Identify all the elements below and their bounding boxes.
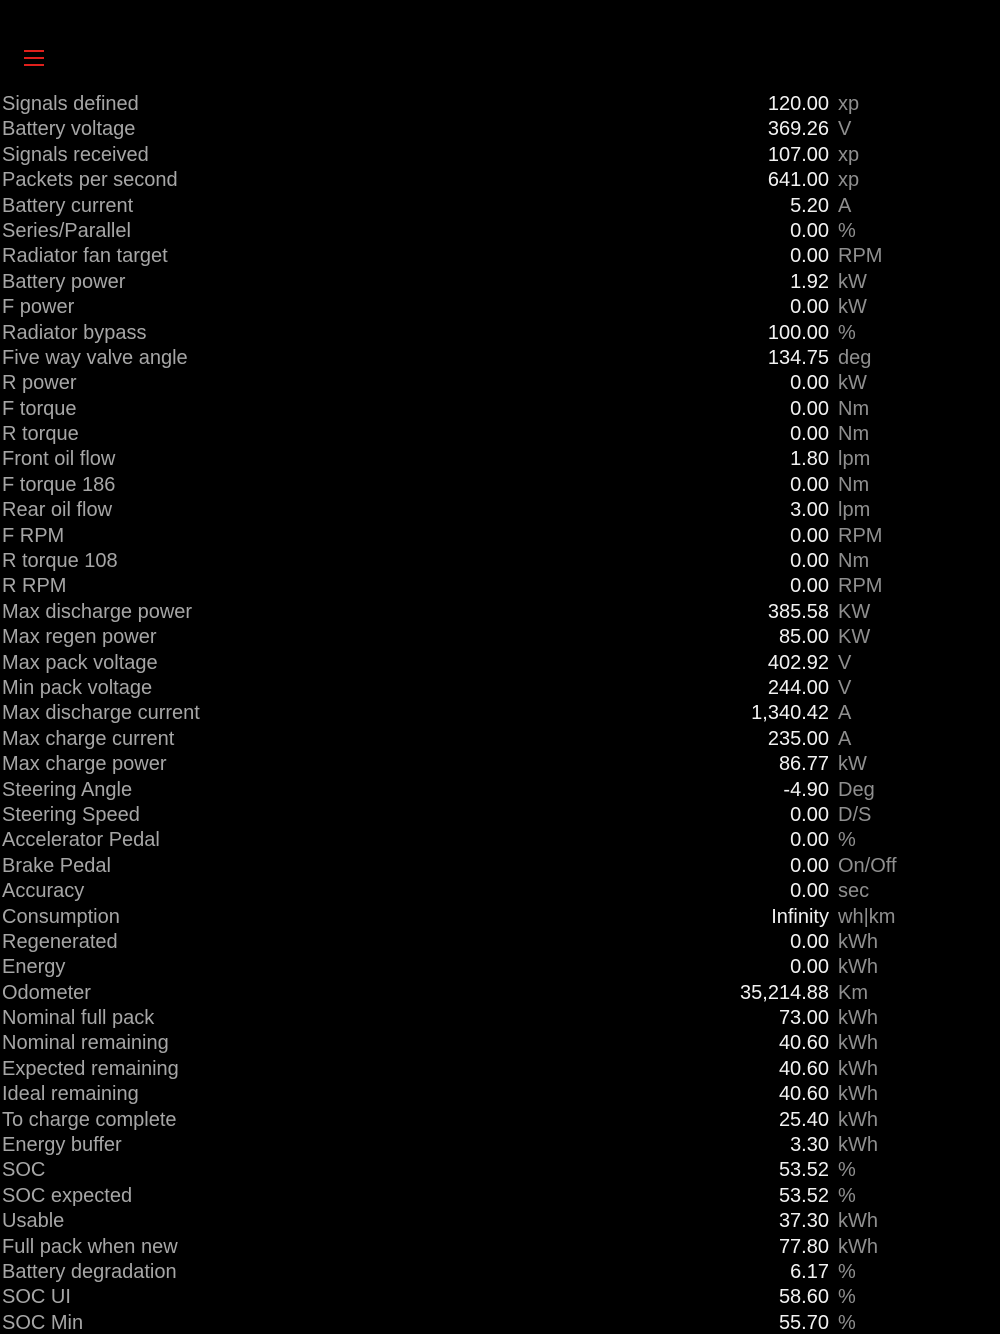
signal-unit: A: [838, 194, 852, 217]
signal-unit: kWh: [838, 1057, 878, 1080]
signal-unit: lpm: [838, 448, 871, 471]
signal-label: F power: [2, 296, 75, 319]
signal-row: [0, 219, 1000, 244]
signal-unit: xp: [838, 143, 860, 166]
signal-row: [0, 1209, 1000, 1234]
signal-unit: Nm: [838, 397, 870, 420]
signal-label: Rear oil flow: [2, 499, 113, 522]
signal-row: [0, 447, 1000, 472]
signal-unit: %: [838, 1286, 856, 1309]
signal-label: Radiator bypass: [2, 321, 147, 344]
signal-value: 0.00: [790, 524, 829, 547]
signal-unit: wh|km: [838, 905, 896, 928]
signal-unit: kWh: [838, 1210, 878, 1233]
signal-value: 0.00: [790, 575, 829, 598]
signal-value: 0.00: [790, 473, 829, 496]
signal-row: [0, 422, 1000, 447]
signal-unit: %: [838, 1184, 856, 1207]
signal-label: Full pack when new: [2, 1235, 178, 1258]
signal-row: [0, 244, 1000, 269]
signal-value: 235.00: [767, 727, 829, 750]
signal-row: [0, 1133, 1000, 1158]
signal-label: Battery degradation: [2, 1260, 177, 1283]
signal-unit: A: [838, 727, 852, 750]
signal-label: Signals defined: [2, 93, 139, 115]
signal-row: [0, 854, 1000, 879]
signal-label: Brake Pedal: [2, 854, 111, 877]
signal-unit: D/S: [838, 803, 872, 826]
signal-label: R torque: [2, 423, 79, 446]
signal-value: 86.77: [778, 753, 829, 776]
signal-unit: %: [838, 1159, 856, 1182]
signal-row: [0, 574, 1000, 599]
signal-unit: V: [838, 118, 852, 141]
signal-label: R torque 108: [2, 550, 118, 573]
signal-unit: %: [838, 829, 856, 852]
signal-value: 0.00: [790, 829, 829, 852]
signal-unit: V: [838, 676, 852, 699]
signal-row: [0, 346, 1000, 371]
signal-unit: A: [838, 702, 852, 725]
signal-label: Nominal remaining: [2, 1032, 169, 1055]
signal-row: [0, 701, 1000, 726]
signal-unit: kWh: [838, 1083, 878, 1106]
signal-row: [0, 1285, 1000, 1310]
signal-value: 37.30: [778, 1210, 829, 1233]
signal-value: 0.00: [790, 930, 829, 953]
signal-value: 1.92: [790, 270, 829, 293]
signal-value: 100.00: [767, 321, 829, 344]
signal-value: 1,340.42: [751, 702, 829, 725]
signal-unit: kWh: [838, 1032, 878, 1055]
signal-unit: kW: [838, 270, 867, 293]
signal-row: [0, 1006, 1000, 1031]
signal-unit: %: [838, 219, 856, 242]
signal-row: [0, 651, 1000, 676]
signal-row: [0, 1311, 1000, 1334]
signal-label: Max discharge current: [2, 702, 200, 725]
signal-value: 107.00: [767, 143, 829, 166]
menu-line: [24, 57, 44, 59]
signal-row: [0, 1158, 1000, 1183]
signal-row: [0, 270, 1000, 295]
signal-row: [0, 194, 1000, 219]
signal-unit: sec: [838, 880, 870, 903]
signal-unit: RPM: [838, 575, 883, 598]
signal-value: 6.17: [790, 1260, 829, 1283]
signal-label: Max discharge power: [2, 600, 193, 623]
signal-value: 0.00: [790, 219, 829, 242]
signal-label: Five way valve angle: [2, 346, 188, 369]
signal-unit: kWh: [838, 1235, 878, 1258]
signal-label: Packets per second: [2, 169, 178, 192]
signal-value: 53.52: [778, 1184, 829, 1207]
signal-value: Infinity: [771, 905, 829, 928]
signal-row: [0, 473, 1000, 498]
signal-label: SOC Min: [2, 1311, 84, 1334]
signal-value: 369.26: [767, 118, 829, 141]
signal-row: [0, 752, 1000, 777]
signal-unit: kW: [838, 296, 867, 319]
signal-label: F torque: [2, 397, 77, 420]
signal-label: R RPM: [2, 575, 67, 598]
signal-row: [0, 549, 1000, 574]
signal-row: [0, 498, 1000, 523]
signal-label: Max charge current: [2, 727, 175, 750]
signal-unit: kWh: [838, 1007, 878, 1030]
signal-value: 402.92: [767, 651, 829, 674]
signal-row: [0, 905, 1000, 930]
signal-value: 40.60: [778, 1057, 829, 1080]
signal-unit: xp: [838, 93, 860, 115]
signal-value: 3.30: [790, 1134, 829, 1157]
signal-row: [0, 803, 1000, 828]
signal-row: [0, 727, 1000, 752]
signal-label: Max charge power: [2, 753, 167, 776]
signal-row: [0, 1235, 1000, 1260]
signal-row: [0, 92, 1000, 117]
signal-label: Energy buffer: [2, 1134, 122, 1157]
signal-value: 385.58: [767, 600, 829, 623]
signal-value: 77.80: [778, 1235, 829, 1258]
hamburger-menu-icon[interactable]: [22, 45, 48, 71]
signal-row: [0, 676, 1000, 701]
signal-value: 0.00: [790, 550, 829, 573]
signal-row: [0, 1108, 1000, 1133]
signal-value: 58.60: [778, 1286, 829, 1309]
signal-label: Steering Angle: [2, 778, 133, 801]
signal-label: Max pack voltage: [2, 651, 158, 674]
signal-row: [0, 371, 1000, 396]
signal-label: Front oil flow: [2, 448, 116, 471]
signal-unit: V: [838, 651, 852, 674]
signal-row: [0, 1057, 1000, 1082]
signal-value: 641.00: [767, 169, 829, 192]
signal-row: [0, 879, 1000, 904]
signal-label: SOC UI: [2, 1286, 71, 1309]
signal-row: [0, 1082, 1000, 1107]
signal-unit: On/Off: [838, 854, 897, 877]
signal-value: 25.40: [778, 1108, 829, 1131]
signal-row: [0, 321, 1000, 346]
signal-unit: KW: [838, 600, 871, 623]
signal-value: 0.00: [790, 296, 829, 319]
signal-value: 35,214.88: [740, 981, 829, 1004]
signal-value: 53.52: [778, 1159, 829, 1182]
signal-unit: kWh: [838, 956, 878, 979]
signal-label: F torque 186: [2, 473, 116, 496]
signal-label: Ideal remaining: [2, 1083, 139, 1106]
signal-unit: %: [838, 321, 856, 344]
signal-label: Expected remaining: [2, 1057, 179, 1080]
signal-label: To charge complete: [2, 1108, 177, 1131]
signal-label: Usable: [2, 1210, 65, 1233]
signal-unit: Deg: [838, 778, 875, 801]
signal-unit: %: [838, 1260, 856, 1283]
signal-value: 0.00: [790, 956, 829, 979]
signal-value: 55.70: [778, 1311, 829, 1334]
signal-row: [0, 1184, 1000, 1209]
signal-value: 85.00: [778, 626, 829, 649]
signal-unit: kWh: [838, 1134, 878, 1157]
signal-unit: kWh: [838, 930, 878, 953]
signal-label: SOC: [2, 1159, 46, 1182]
signal-value: 244.00: [767, 676, 829, 699]
signal-value: 0.00: [790, 423, 829, 446]
signal-label: Min pack voltage: [2, 676, 153, 699]
signal-value: -4.90: [783, 778, 829, 801]
signal-unit: kW: [838, 372, 867, 395]
signal-row: [0, 981, 1000, 1006]
signal-unit: Nm: [838, 550, 870, 573]
signal-value: 5.20: [790, 194, 829, 217]
signal-value: 134.75: [767, 346, 829, 369]
signal-label: Battery current: [2, 194, 134, 217]
signal-label: Energy: [2, 956, 66, 979]
signal-value: 1.80: [790, 448, 829, 471]
signal-value: 3.00: [790, 499, 829, 522]
signal-label: Battery voltage: [2, 118, 136, 141]
signal-row: [0, 600, 1000, 625]
signal-unit: RPM: [838, 524, 883, 547]
signal-value: 0.00: [790, 803, 829, 826]
signal-value: 0.00: [790, 854, 829, 877]
menu-line: [24, 50, 44, 52]
signal-unit: kW: [838, 753, 867, 776]
signal-value: 73.00: [778, 1007, 829, 1030]
signal-label: Radiator fan target: [2, 245, 168, 268]
signal-label: Steering Speed: [2, 803, 140, 826]
signal-unit: KW: [838, 626, 871, 649]
menu-line: [24, 64, 44, 66]
signal-row: [0, 955, 1000, 980]
signal-label: Signals received: [2, 143, 149, 166]
signal-unit: %: [838, 1311, 856, 1334]
signal-label: Max regen power: [2, 626, 157, 649]
signal-unit: Nm: [838, 473, 870, 496]
signal-row: [0, 143, 1000, 168]
signal-unit: Nm: [838, 423, 870, 446]
signal-label: Accelerator Pedal: [2, 829, 160, 852]
signal-unit: deg: [838, 346, 872, 369]
signal-row: [0, 1031, 1000, 1056]
signal-label: Consumption: [2, 905, 120, 928]
signal-value: 120.00: [767, 93, 829, 115]
signal-value: 0.00: [790, 372, 829, 395]
signal-unit: lpm: [838, 499, 871, 522]
signal-unit: xp: [838, 169, 860, 192]
signal-unit: kWh: [838, 1108, 878, 1131]
signal-row: [0, 295, 1000, 320]
signal-row: [0, 524, 1000, 549]
signal-label: Accuracy: [2, 880, 85, 903]
signal-unit: RPM: [838, 245, 883, 268]
signal-value: 0.00: [790, 880, 829, 903]
signal-label: Odometer: [2, 981, 91, 1004]
signal-value: 0.00: [790, 397, 829, 420]
signal-row: [0, 930, 1000, 955]
signal-label: Regenerated: [2, 930, 118, 953]
signal-label: R power: [2, 372, 77, 395]
signal-label: Series/Parallel: [2, 219, 131, 242]
signal-label: SOC expected: [2, 1184, 133, 1207]
signal-value: 0.00: [790, 245, 829, 268]
signal-value: 40.60: [778, 1083, 829, 1106]
signal-row: [0, 168, 1000, 193]
signal-list[interactable]: [0, 92, 1000, 1334]
signal-row: [0, 397, 1000, 422]
signal-label: Nominal full pack: [2, 1007, 155, 1030]
signal-row: [0, 117, 1000, 142]
signal-unit: Km: [838, 981, 868, 1004]
signal-value: 40.60: [778, 1032, 829, 1055]
signal-label: Battery power: [2, 270, 126, 293]
signal-row: [0, 828, 1000, 853]
signal-row: [0, 778, 1000, 803]
signal-row: [0, 1260, 1000, 1285]
signal-label: F RPM: [2, 524, 65, 547]
signal-row: [0, 625, 1000, 650]
